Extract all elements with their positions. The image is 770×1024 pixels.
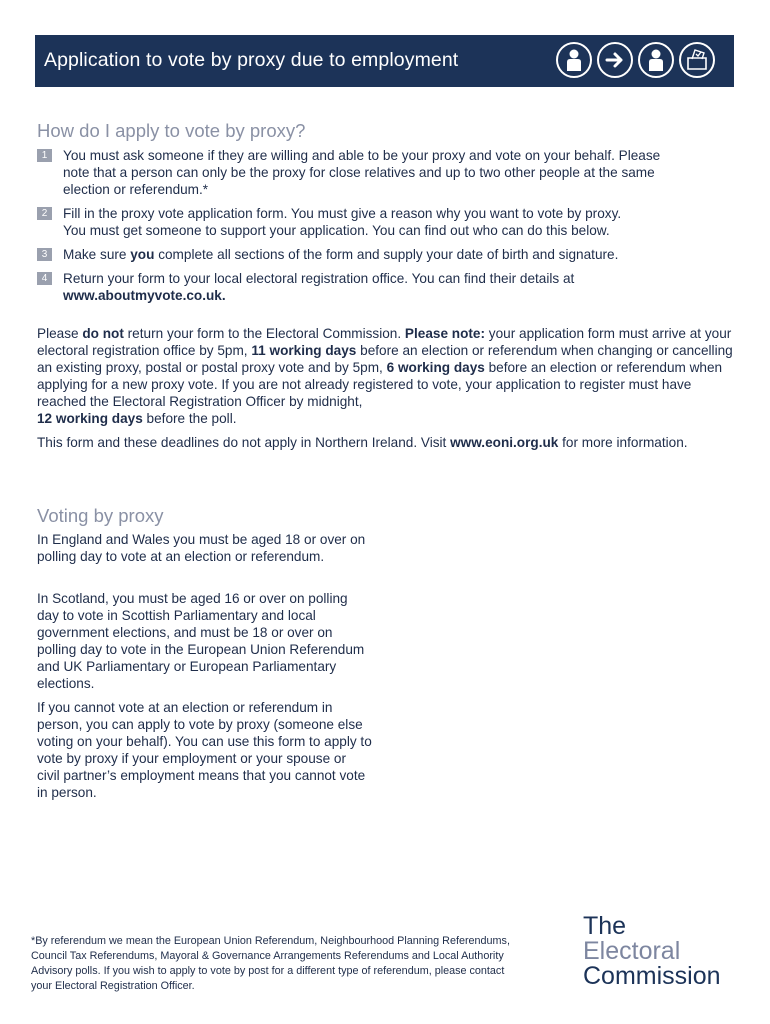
deadline-notice xyxy=(37,325,737,427)
step-line: complete all sections of the form and supply your date of birth and signature. xyxy=(154,247,619,262)
logo-line: Electoral xyxy=(583,937,681,965)
step-text xyxy=(63,246,733,263)
text-run: your application form must arrive at your electoral registration office by 5pm, xyxy=(37,326,732,358)
text-run: before an election or referendum when changing or cancelling an existing proxy, postal or postal proxy vote and by 5pm, xyxy=(37,343,733,375)
person-icon xyxy=(556,42,592,78)
text-run: for more information. xyxy=(558,435,688,450)
section-heading-voting-by-proxy: Voting by proxy xyxy=(37,505,164,526)
step-text xyxy=(63,147,733,198)
step-number: 1 xyxy=(37,149,52,162)
step-line: You must ask someone if they are willing and able to be your proxy and vote on your behalf. Please xyxy=(63,148,661,163)
step-line: Return your form to your local electoral registration office. You can find their details at xyxy=(63,271,575,286)
step-line: election or referendum.* xyxy=(63,182,209,197)
referendum-footnote: *By referendum we mean the European Union Referendum, Neighbourhood Planning Referendums, Council Tax Referendums, Mayoral & Governance Arrangements Referendums and Local Authority Advisory polls. If you wish to apply to vote by post for a different type of referendum, please contact your Electoral Registration Officer. xyxy=(31,935,510,992)
text-run: before an election or referendum when applying for a new proxy vote. If you are not already registered to vote, your application to register must have reached the Electoral Registration Officer by midnight, xyxy=(37,360,723,409)
step-line: note that a person can only be the proxy for close relatives and up to two other people at the same xyxy=(63,165,655,180)
emphasis: 12 working days xyxy=(37,411,143,426)
header-banner xyxy=(35,35,734,87)
emphasis: 11 working days xyxy=(251,343,357,358)
text-run: This form and these deadlines do not apply in Northern Ireland. Visit xyxy=(37,435,451,450)
eligibility-england-wales: In England and Wales you must be aged 18 or over on polling day to vote at an election or referendum. xyxy=(37,532,366,564)
eligibility-scotland: In Scotland, you must be aged 16 or over on polling day to vote in Scottish Parliamentary and local government elections, and must be 18 or over on polling day to vote in the European Union Referendum and UK Parliamentary or European Parliamentary elections. xyxy=(37,591,365,691)
page-title: Application to vote by proxy due to employment xyxy=(44,49,459,71)
person-icon xyxy=(638,42,674,78)
text-run: return your form to the Electoral Commission. xyxy=(123,326,405,341)
logo-line: Commission xyxy=(583,962,721,990)
text-run: before the poll. xyxy=(142,411,237,426)
emphasis: Please note: xyxy=(404,326,486,341)
northern-ireland-notice xyxy=(37,434,737,451)
step-line: Fill in the proxy vote application form. You must give a reason why you want to vote by proxy. xyxy=(63,206,622,221)
step-line: You must get someone to support your application. You can find out who can do this below. xyxy=(63,223,610,238)
logo-line: The xyxy=(583,912,627,940)
step-number: 2 xyxy=(37,207,52,220)
text-run: Please xyxy=(37,326,83,341)
emphasis: you xyxy=(130,247,155,262)
section-heading-how-to-apply: How do I apply to vote by proxy? xyxy=(37,120,306,141)
step-text xyxy=(63,270,733,304)
eoni-link[interactable]: www.eoni.org.uk xyxy=(450,435,559,450)
step-number: 3 xyxy=(37,248,52,261)
step-number: 4 xyxy=(37,272,52,285)
step-line: Make sure xyxy=(63,247,131,262)
emphasis: do not xyxy=(82,326,124,341)
ballot-box-icon xyxy=(679,42,715,78)
aboutmyvote-link[interactable]: www.aboutmyvote.co.uk. xyxy=(63,288,226,303)
step-text xyxy=(63,205,733,239)
electoral-commission-logo xyxy=(583,914,721,989)
emphasis: 6 working days xyxy=(386,360,485,375)
proxy-explanation: If you cannot vote at an election or referendum in person, you can apply to vote by proxy (someone else voting on your behalf). You can use this form to apply to vote by proxy if your employment or your spouse or civil partner’s employment means that you cannot vote in person. xyxy=(37,700,372,800)
arrow-right-icon xyxy=(597,42,633,78)
